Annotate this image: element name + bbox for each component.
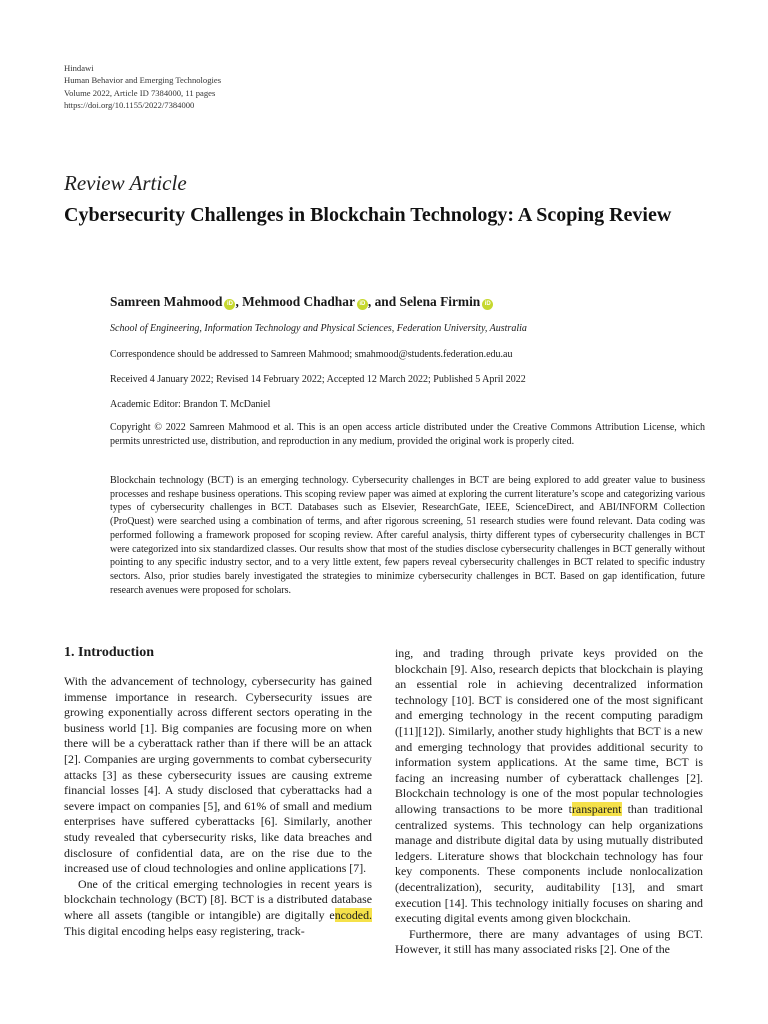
article-type: Review Article xyxy=(64,171,187,195)
license-notice: Copyright © 2022 Samreen Mahmood et al. This is an open access article distributed under the Creative Commons Attribution License, which permits unrestricted use, distribution, and reproduction in any medium, provided the original work is properly cited. xyxy=(110,422,705,447)
text-run: One of the critical emerging technologies in recent years is blockchain technology (BCT) [8]. BCT is a distributed database where all assets (tangible or intangible) are digitally e xyxy=(64,876,372,922)
text-run: ing, and trading through private keys provided on the blockchain [9]. Also, research depicts that blockchain is playing an essential role in achieving decentralized information technology [10]. BCT is considered one of the most significant and emerging technology in the recent computing paradigm ([11][12]). Similarly, another study highlights that BCT is a new and emerging technology that provides additional security to information system applications. At the same time, BCT is facing an increasing number of cyberattack challenges [2]. Blockchain technology is one of the most popular technologies allowing transactions to be more t xyxy=(395,646,703,816)
paragraph xyxy=(395,646,703,927)
paragraph: Furthermore, there are many advantages of using BCT. However, it still has many associated risks [2]. One of the xyxy=(395,926,703,957)
text-run: This digital encoding helps easy registering, track- xyxy=(64,923,305,938)
doi-link[interactable]: https://doi.org/10.1155/2022/7384000 xyxy=(64,100,195,111)
orcid-icon[interactable]: iD xyxy=(224,299,235,310)
left-column xyxy=(64,674,372,939)
correspondence: Correspondence should be addressed to Samreen Mahmood; smahmood@students.federation.edu.au xyxy=(110,349,513,360)
paragraph xyxy=(64,877,372,939)
highlighted-text: ncoded. xyxy=(334,907,372,922)
journal-name: Human Behavior and Emerging Technologies xyxy=(64,75,222,86)
abstract: Blockchain technology (BCT) is an emerging technology. Cybersecurity challenges in BCT are being explored to add greater value to business processes and reshape business operations. This scoping review paper was aimed at exploring the current literature’s scope and categorizing various types of cybersecurity challenges in BCT. Databases such as Elsevier, ResearchGate, IEEE, ScienceDirect, and ABI/INFORM Collection (ProQuest) were searched using a combination of terms, and after rigorous screening, 51 research studies were found relevant. Data coding was performed following a framework proposed for scoping review. After careful analysis, thirty different types of cybersecurity challenges in BCT were categorized into six standardized classes. Our results show that most of the studies disclose cybersecurity challenges in BCT generally without pointing to any specific industry sector, and to a very little extent, few papers reveal cybersecurity challenges in BCT related to specific industry sectors. Also, prior studies barely investigated the strategies to minimize cybersecurity challenges in BCT. Based on gap identification, future research avenues were proposed for scholars. xyxy=(110,475,705,596)
journal-header xyxy=(64,62,221,112)
volume-info: Volume 2022, Article ID 7384000, 11 pages xyxy=(64,87,216,98)
orcid-icon[interactable]: iD xyxy=(482,299,493,310)
publisher-name: Hindawi xyxy=(64,63,94,73)
right-column xyxy=(395,646,703,958)
highlighted-text: ransparent xyxy=(571,801,622,816)
author-list xyxy=(110,294,493,310)
author-name: Samreen Mahmood xyxy=(110,294,223,309)
publication-dates: Received 4 January 2022; Revised 14 February 2022; Accepted 12 March 2022; Published 5 April 2022 xyxy=(110,374,526,385)
author-separator: , and xyxy=(367,294,400,309)
paragraph: With the advancement of technology, cybersecurity has gained immense importance in research. Cybersecurity issues are growing exponentially across different sectors operating in the business world [1]. Big companies are focusing more on when there will be a cyberattack rather than if there will be an attack [2]. Companies are urging governments to combat cybersecurity attacks [3] as these cybersecurity issues are causing extreme financial losses [4]. A study disclosed that cyberattacks had a severe impact on companies [5], and 61% of small and medium enterprises have suffered cyberattacks [6]. Similarly, another study revealed that cybersecurity risks, like data breaches and disclosure of confidential data, are on the rise due to the increased use of cloud technologies and online applications [7]. xyxy=(64,674,372,876)
paper-title: Cybersecurity Challenges in Blockchain Technology: A Scoping Review xyxy=(64,204,672,226)
author-name: Selena Firmin xyxy=(399,294,481,309)
author-name: Mehmood Chadhar xyxy=(242,294,355,309)
author-separator: , xyxy=(235,294,243,309)
affiliation: School of Engineering, Information Technology and Physical Sciences, Federation University, Australia xyxy=(110,323,527,334)
academic-editor: Academic Editor: Brandon T. McDaniel xyxy=(110,399,271,410)
section-heading: 1. Introduction xyxy=(64,645,154,660)
text-run: than traditional centralized systems. This technology can help organizations manage and distribute digital data by using mutually distributed ledgers. Literature shows that blockchain technology has four key components. These components include nonlocalization (decentralization), security, auditability [13], and smart execution [14]. This technology initially focuses on sharing and executing digital events among given blockchain. xyxy=(395,801,703,926)
orcid-icon[interactable]: iD xyxy=(357,299,368,310)
